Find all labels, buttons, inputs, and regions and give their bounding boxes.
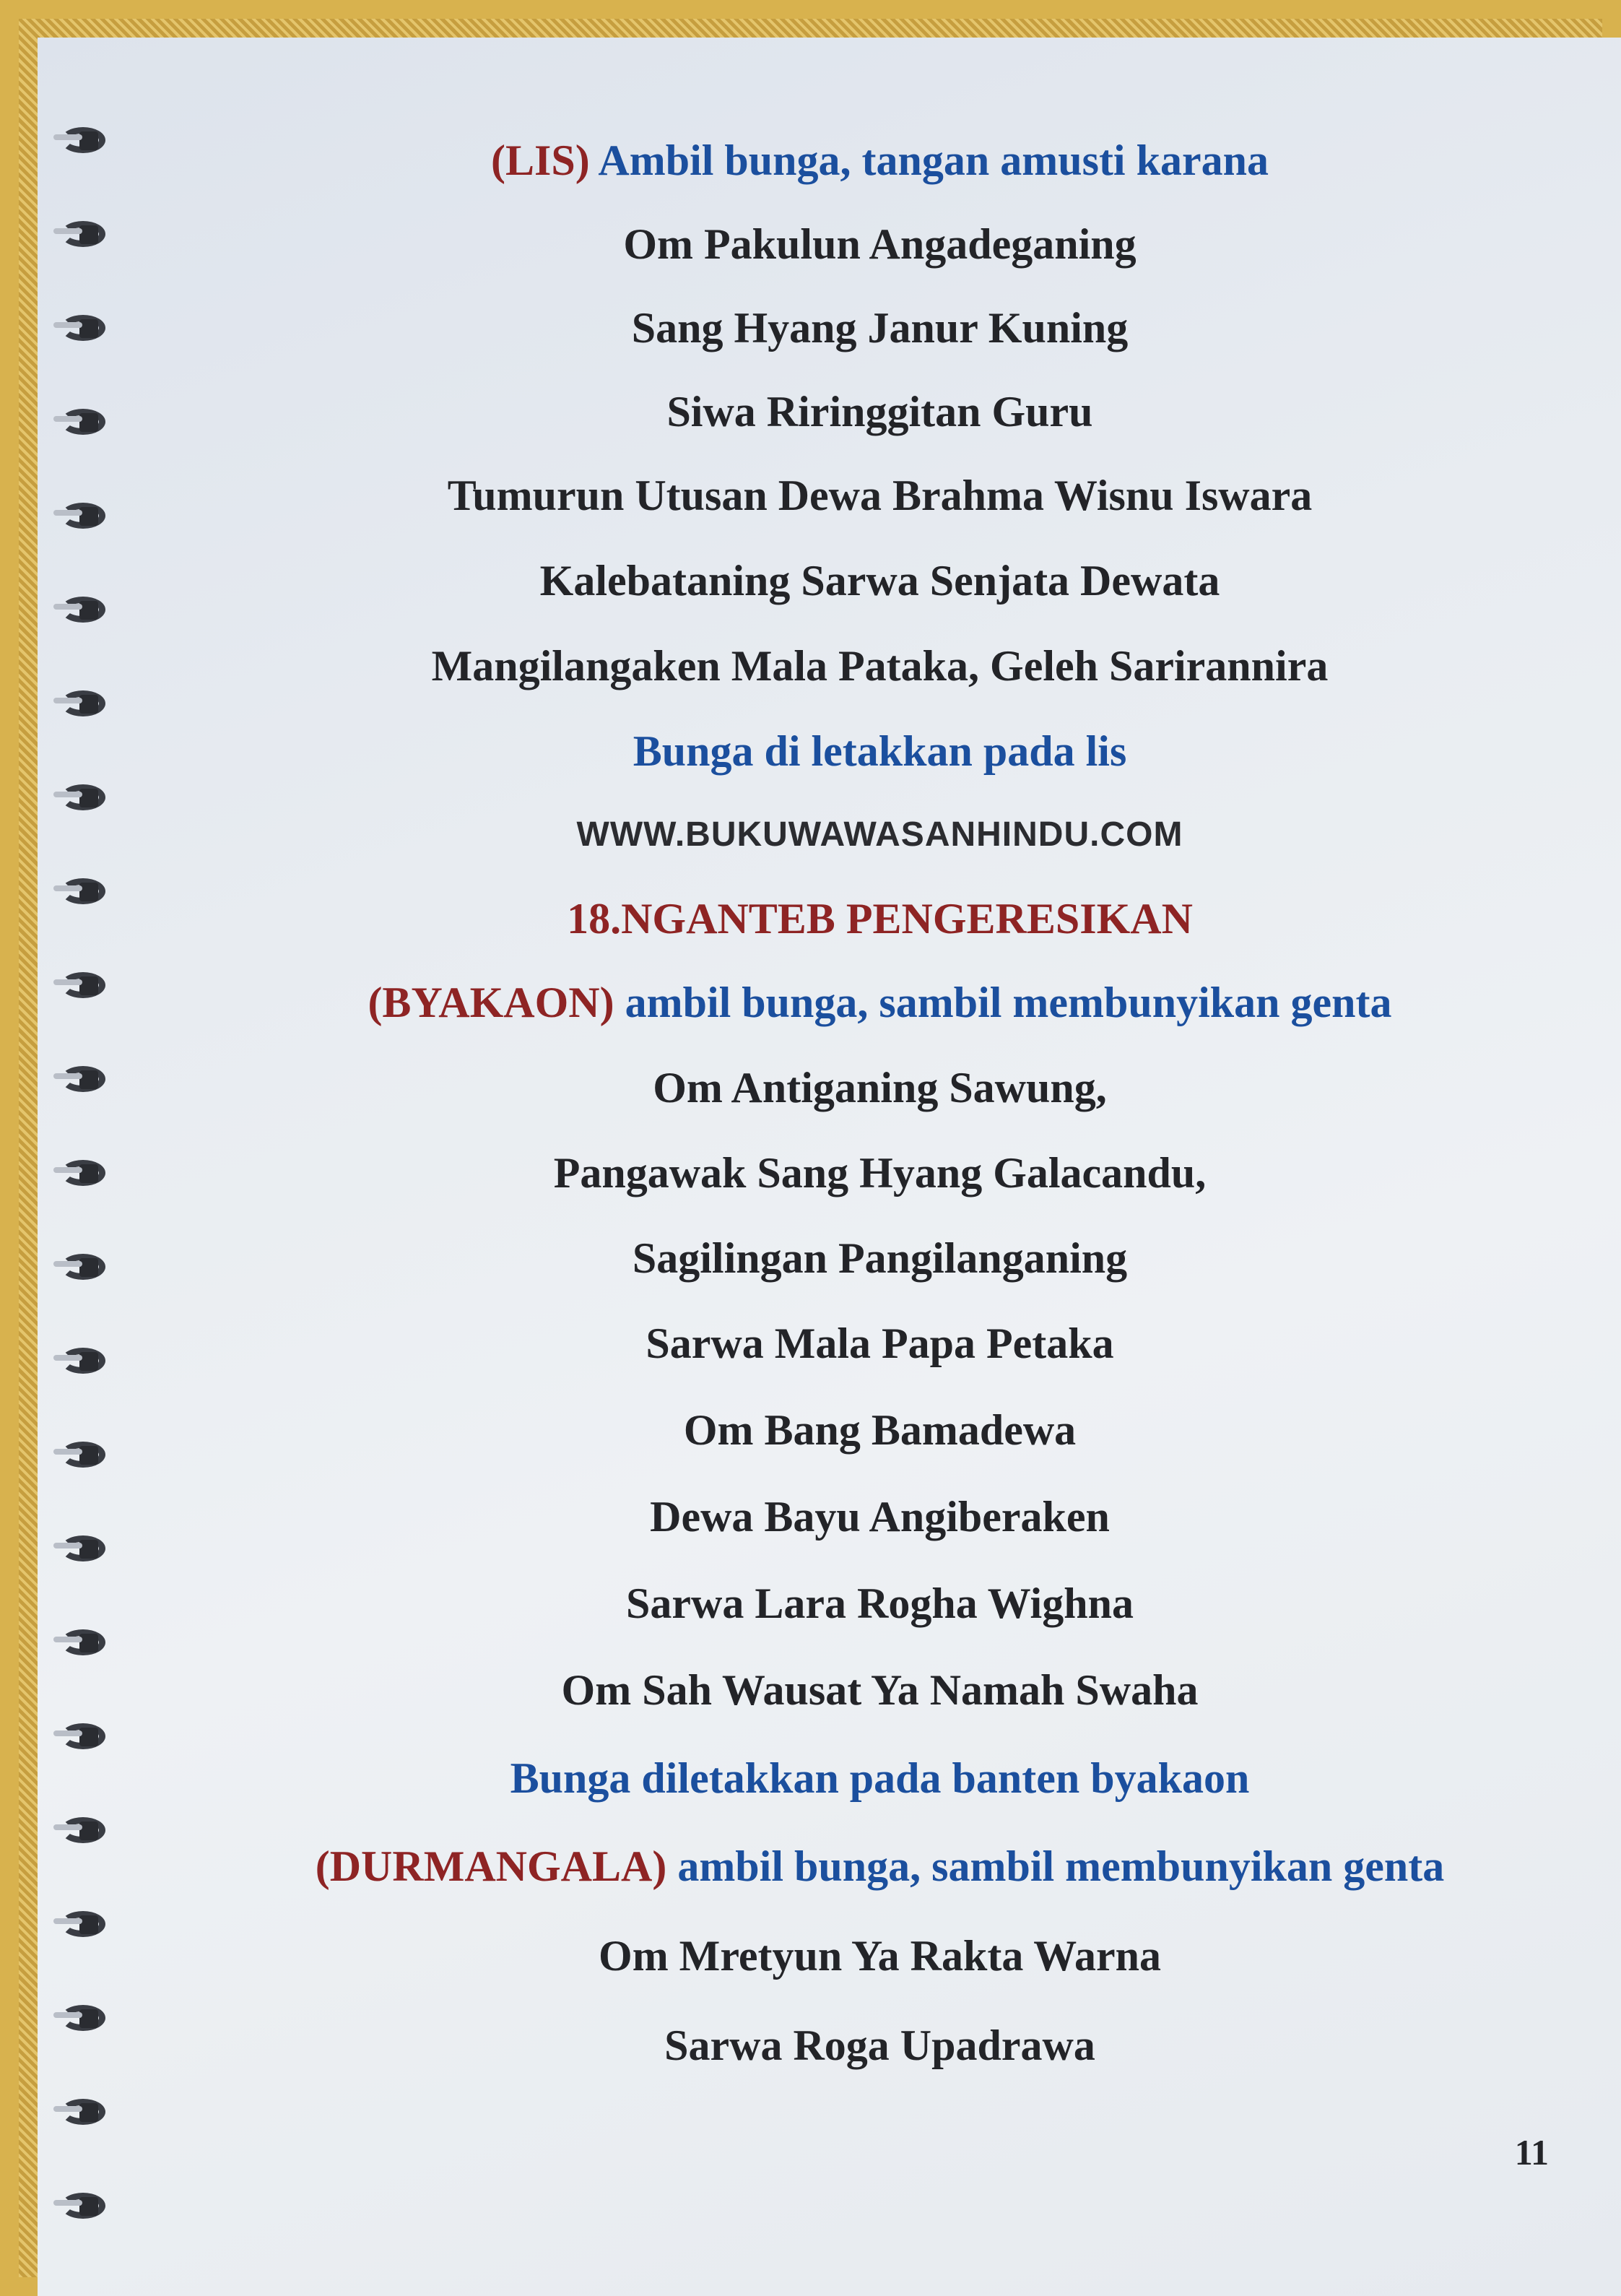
mantra-line: Om Pakulun Angadeganing: [623, 220, 1137, 268]
instruction-text: ambil bunga, sambil membunyikan genta: [614, 979, 1392, 1026]
mantra-line: Sarwa Lara Rogha Wighna: [626, 1580, 1134, 1627]
instruction-line: [139, 131, 1621, 189]
section-label: (BYAKAON): [368, 979, 614, 1026]
mantra-line: Mangilangaken Mala Pataka, Geleh Sarirannira: [431, 642, 1329, 690]
instruction-line: [139, 1837, 1621, 1895]
mantra-line: Pangawak Sang Hyang Galacandu,: [553, 1149, 1207, 1197]
mantra-line: Om Antiganing Sawung,: [653, 1064, 1107, 1112]
mantra-line: Dewa Bayu Angiberaken: [650, 1493, 1110, 1541]
mantra-line: Om Mretyun Ya Rakta Warna: [599, 1932, 1161, 1980]
mantra-line: Tumurun Utusan Dewa Brahma Wisnu Iswara: [447, 472, 1313, 519]
section-heading: 18.NGANTEB PENGERESIKAN: [567, 895, 1193, 943]
instruction-text: ambil bunga, sambil membunyikan genta: [666, 1842, 1445, 1890]
instruction-line: Bunga di letakkan pada lis: [633, 727, 1127, 775]
text-block: [38, 38, 1621, 2296]
instruction-line: Bunga diletakkan pada banten byakaon: [510, 1754, 1250, 1802]
page-number: 11: [1514, 2132, 1549, 2172]
mantra-line: Sarwa Mala Papa Petaka: [646, 1320, 1114, 1367]
instruction-text: Ambil bunga, tangan amusti karana: [589, 137, 1269, 184]
mantra-line: Kalebataning Sarwa Senjata Dewata: [539, 557, 1220, 605]
mantra-line: Sagilingan Pangilanganing: [632, 1234, 1128, 1282]
website-watermark: WWW.BUKUWAWASANHINDU.COM: [576, 815, 1183, 854]
instruction-line: [139, 974, 1621, 1031]
mantra-line: Sang Hyang Janur Kuning: [631, 304, 1129, 352]
notebook-page: [38, 38, 1621, 2296]
mantra-line: Om Sah Wausat Ya Namah Swaha: [561, 1666, 1199, 1714]
section-label: (DURMANGALA): [315, 1842, 667, 1890]
mantra-line: Om Bang Bamadewa: [683, 1406, 1077, 1454]
section-label: (LIS): [491, 137, 590, 184]
mantra-line: Siwa Riringgitan Guru: [666, 388, 1093, 436]
mantra-line: Sarwa Roga Upadrawa: [664, 2022, 1095, 2069]
